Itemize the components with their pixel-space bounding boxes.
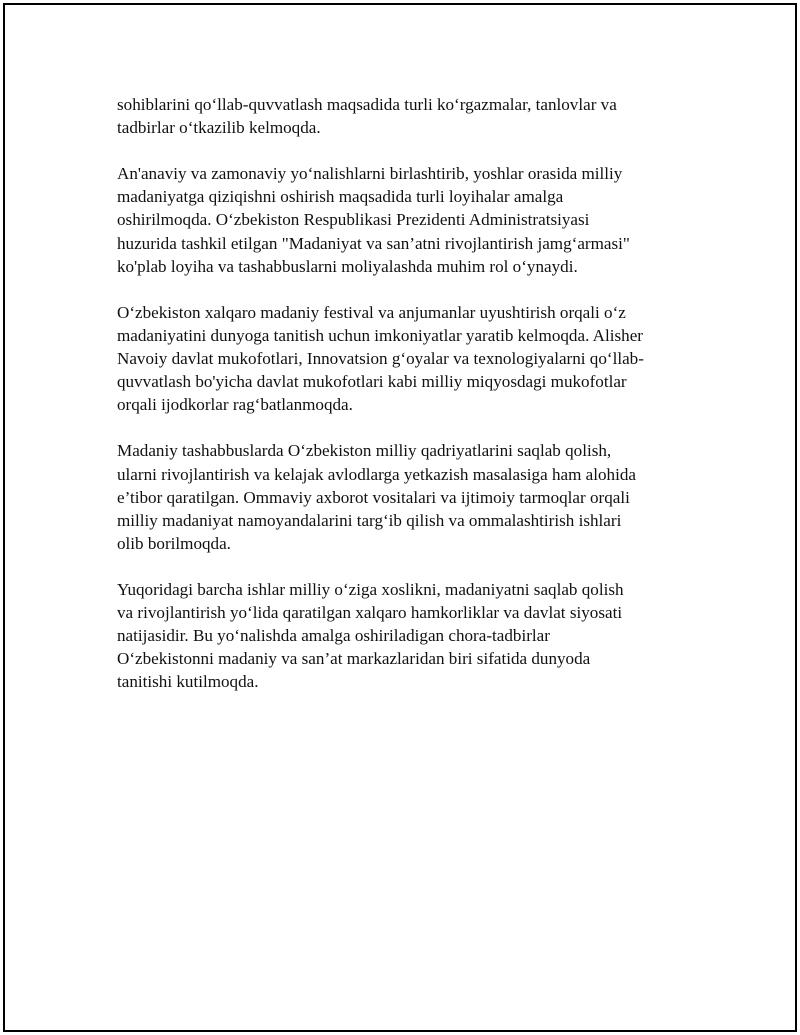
text-line: tanitishi kutilmoqda. (117, 672, 259, 692)
text-line: natijasidir. Bu yo‘nalishda amalga oshiriladigan chora-tadbirlar (117, 626, 550, 646)
paragraph-3 (117, 301, 677, 416)
text-line: oshirilmoqda. O‘zbekiston Respublikasi Prezidenti Administratsiyasi (117, 210, 590, 230)
text-line: e’tibor qaratilgan. Ommaviy axborot vositalari va ijtimoiy tarmoqlar orqali (117, 487, 630, 507)
text-line: O‘zbekistonni madaniy va san’at markazlaridan biri sifatida dunyoda (117, 649, 591, 669)
text-line: huzurida tashkil etilgan "Madaniyat va san’atni rivojlantirish jamg‘armasi" (117, 233, 630, 253)
text-line: madaniyatini dunyoga tanitish uchun imkoniyatlar yaratib kelmoqda. Alisher (117, 325, 643, 345)
text-line: sohiblarini qo‘llab-quvvatlash maqsadida turli ko‘rgazmalar, tanlovlar va (117, 95, 617, 114)
text-line: milliy madaniyat namoyandalarini targ‘ib qilish va ommalashtirish ishlari (117, 510, 622, 530)
text-line: ko'plab loyiha va tashabbuslarni moliyalashda muhim rol o‘ynaydi. (117, 256, 578, 276)
text-line: olib borilmoqda. (117, 533, 231, 553)
text-line: O‘zbekiston xalqaro madaniy festival va anjumanlar uyushtirish orqali o‘z (117, 302, 626, 322)
text-line: quvvatlash bo'yicha davlat mukofotlari kabi milliy miqyosdagi mukofotlar (117, 372, 627, 392)
paragraph-1 (117, 93, 677, 139)
document-body (117, 93, 677, 717)
text-line: Navoiy davlat mukofotlari, Innovatsion g‘oyalar va texnologiyalarni qo‘llab- (117, 349, 644, 369)
text-line: Yuqoridagi barcha ishlar milliy o‘ziga xoslikni, madaniyatni saqlab qolish (117, 579, 624, 599)
paragraph-2 (117, 162, 677, 277)
paragraph-4 (117, 439, 677, 554)
text-line: ularni rivojlantirish va kelajak avlodlarga yetkazish masalasiga ham alohida (117, 464, 636, 484)
text-line: madaniyatga qiziqishni oshirish maqsadida turli loyihalar amalga (117, 187, 564, 207)
paragraph-5 (117, 578, 677, 693)
text-line: orqali ijodkorlar rag‘batlanmoqda. (117, 395, 353, 415)
text-line: va rivojlantirish yo‘lida qaratilgan xalqaro hamkorliklar va davlat siyosati (117, 603, 623, 623)
text-line: An'anaviy va zamonaviy yo‘nalishlarni birlashtirib, yoshlar orasida milliy (117, 164, 623, 184)
text-line: Madaniy tashabbuslarda O‘zbekiston milliy qadriyatlarini saqlab qolish, (117, 441, 612, 461)
text-line: tadbirlar o‘tkazilib kelmoqda. (117, 118, 321, 138)
